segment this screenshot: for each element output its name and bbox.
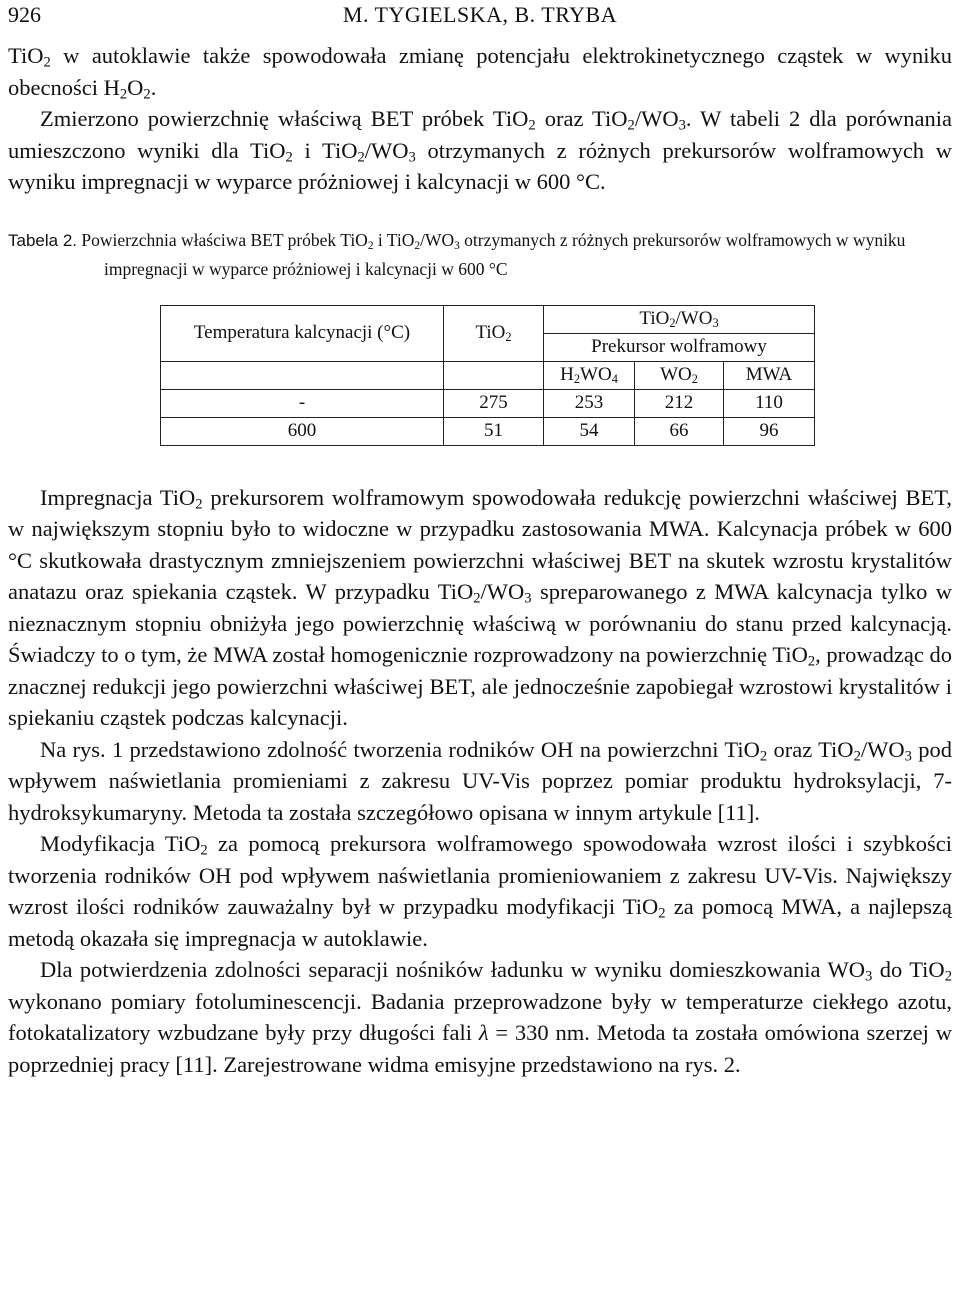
table-cell: 275: [444, 389, 544, 417]
table-label: Tabela 2.: [8, 230, 77, 250]
header-temperature: Temperatura kalcynacji (°C): [161, 305, 444, 361]
paragraph-6: Dla potwierdzenia zdolności separacji nośników ładunku w wyniku domieszkowania $WO_3$ do TiO$_2$ wykonano pomiary fotoluminescencji. Badania przeprowadzone były w temperaturze ciekłego azotu, fotokatalizatory wzbudzane były przy długości fali λ = 330 nm. Metoda ta została omówiona szerzej w poprzedniej pracy [11]. Zarejestrowane widma emisyjne przedstawiono na rys. 2.: [8, 957, 952, 1077]
page-header: [8, 0, 952, 40]
header-tio2: TiO$_2$: [444, 305, 544, 361]
table-cell: 600: [161, 417, 444, 445]
table-cell: 212: [635, 389, 724, 417]
page-number: 926: [8, 2, 41, 27]
paragraph-3: Impregnacja TiO$_2$ prekursorem wolframowym spowodowała redukcję powierzchni właściwej BET, w największym stopniu było to widoczne w przypadku zastosowania MWA. Kalcynacja próbek w 600 °C skutkowała drastycznym zmniejszeniem powierzchni właściwej BET na skutek wzrostu krystalitów anatazu oraz spiekania cząstek. W przypadku $TiO_2/WO_3$ spreparowanego z MWA kalcynacja tylko w nieznacznym stopniu obniżyła jego powierzchnię właściwą w porównaniu do stanu przed kalcynacją. Świadczy to o tym, że MWA został homogenicznie rozprowadzony na powierzchnię TiO$_2$, prowadząc do znacznej redukcji jego powierzchni właściwej BET, ale jednocześnie zapobiegał wzrostowi krystalitów i spiekaniu cząstek podczas kalcynacji.: [8, 484, 953, 730]
empty-cell: [444, 361, 544, 389]
table-cell: -: [161, 389, 444, 417]
table-cell: 54: [544, 417, 635, 445]
header-wo2: $WO_2$: [635, 361, 724, 389]
data-table: [160, 305, 815, 446]
header-tio2-wo3: $TiO_2/WO_3$: [544, 305, 815, 333]
paragraph-1: TiO$_2$ w autoklawie także spowodowała zmianę potencjału elektrokinetycznego cząstek w wyniku obecności $H_2O_2$.: [8, 43, 952, 103]
paragraph-2: Zmierzono powierzchnię właściwą BET próbek TiO$_2$ oraz $TiO_2/WO_3$. W tabeli 2 dla porównania umieszczono wyniki dla TiO$_2$ i $TiO_2/WO_3$ otrzymanych z różnych prekursorów wolframowych w wyniku impregnacji w wyparce próżniowej i kalcynacji w 600 °C.: [8, 106, 953, 194]
table-cell: 96: [724, 417, 815, 445]
table-caption: Tabela 2. Powierzchnia właściwa BET próbek TiO$_2$ i $TiO_2/WO_3$ otrzymanych z różnych prekursorów wolframowych w wyniku impregnacji w wyparce próżniowej i kalcynacji w 600 °C: [8, 229, 906, 279]
table-header-row: [161, 305, 815, 333]
header-h2wo4: $H_2WO_4$: [544, 361, 635, 389]
table-cell: 253: [544, 389, 635, 417]
paragraph-4: Na rys. 1 przedstawiono zdolność tworzenia rodników OH na powierzchni TiO$_2$ oraz $TiO_2/WO_3$ pod wpływem naświetlania promieniami z zakresu UV-Vis poprzez pomiar produktu hydroksylacji, 7-hydroksykumaryny. Metoda ta została szczegółowo opisana w innym artykule [11].: [8, 736, 952, 825]
table-header-row: [161, 361, 815, 389]
empty-cell: [161, 361, 444, 389]
table-row: [161, 417, 815, 445]
table-row: [161, 389, 815, 417]
lambda-symbol: λ: [478, 1020, 489, 1045]
table-cell: 66: [635, 417, 724, 445]
document-page: [8, 0, 952, 1080]
header-precursor: Prekursor wolframowy: [544, 333, 815, 361]
header-mwa: MWA: [724, 361, 815, 389]
running-head: M. TYGIELSKA, B. TRYBA: [342, 2, 618, 27]
table-cell: 110: [724, 389, 815, 417]
table-cell: 51: [444, 417, 544, 445]
paragraph-5: Modyfikacja TiO$_2$ za pomocą prekursora wolframowego spowodowała wzrost ilości i szybkości tworzenia rodników OH pod wpływem naświetlania promieniowaniem z zakresu UV-Vis. Największy wzrost ilości rodników zauważalny był w przypadku modyfikacji TiO$_2$ za pomocą MWA, a najlepszą metodą okazała się impregnacja w autoklawie.: [8, 831, 952, 951]
